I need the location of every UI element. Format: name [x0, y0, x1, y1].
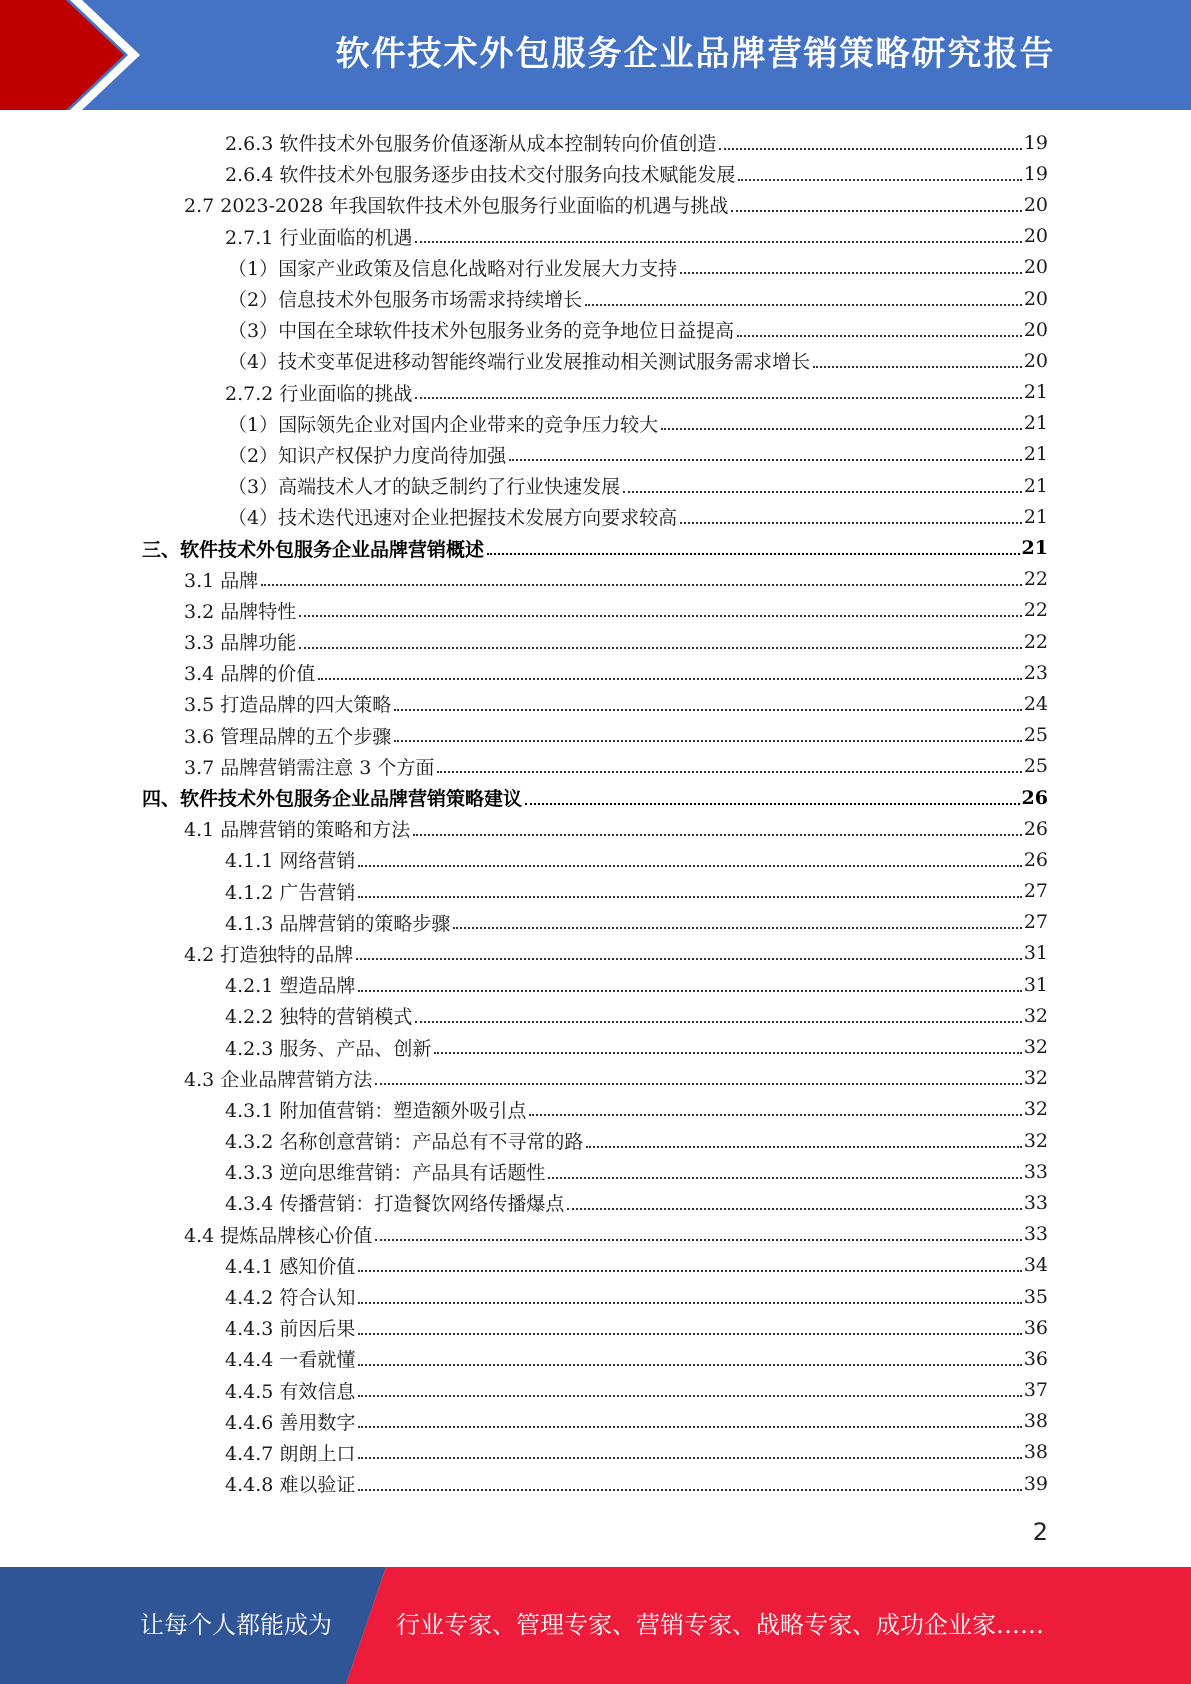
toc-entry-inner — [225, 844, 1048, 875]
toc-entry-label: 四、软件技术外包服务企业品牌营销策略建议 — [142, 788, 523, 811]
toc-entry-page: 37 — [1023, 1379, 1048, 1402]
toc-dot-leader — [719, 148, 1021, 150]
toc-dot-leader — [623, 491, 1022, 493]
toc-entry-page: 27 — [1023, 880, 1048, 903]
toc-entry-page: 19 — [1023, 162, 1048, 185]
toc-entry-label: （1）国际领先企业对国内企业带来的竞争压力较大 — [228, 413, 659, 436]
toc-entry-page: 20 — [1023, 193, 1048, 216]
toc-entry-page: 22 — [1023, 630, 1048, 653]
toc-entry-page: 39 — [1023, 1472, 1048, 1495]
toc-entry[interactable] — [0, 626, 1191, 657]
toc-dot-leader — [358, 1457, 1021, 1459]
toc-dot-leader — [358, 1270, 1021, 1272]
toc-entry-page: 32 — [1023, 1067, 1048, 1090]
toc-entry-inner — [225, 876, 1048, 907]
toc-entry-label: 4.1.3 品牌营销的策略步骤 — [225, 912, 451, 935]
toc-dot-leader — [415, 241, 1021, 243]
toc-entry-inner — [184, 595, 1048, 626]
toc-dot-leader — [261, 584, 1022, 586]
toc-dot-leader — [358, 990, 1021, 992]
toc-entry-label: 4.1.1 网络营销 — [225, 850, 356, 873]
toc-entry-inner — [225, 1406, 1048, 1437]
toc-entry-inner — [225, 1032, 1048, 1063]
toc-entry[interactable] — [0, 1219, 1191, 1250]
header-chevron-icon — [0, 0, 150, 110]
footer-slogan-left: 让每个人都能成为 — [140, 1611, 332, 1639]
toc-entry[interactable] — [0, 1468, 1191, 1499]
toc-entry-inner — [225, 1187, 1048, 1218]
toc-dot-leader — [358, 1395, 1021, 1397]
toc-entry-label: 2.6.3 软件技术外包服务价值逐渐从成本控制转向价值创造 — [225, 133, 717, 156]
toc-entry-inner — [225, 377, 1048, 408]
toc-entry-page: 23 — [1023, 661, 1048, 684]
toc-entry-page: 32 — [1023, 1036, 1048, 1059]
toc-entry-inner — [184, 751, 1048, 782]
table-of-contents — [0, 127, 1191, 1499]
toc-entry-label: 4.4.3 前因后果 — [225, 1318, 356, 1341]
toc-entry-inner — [225, 1468, 1048, 1499]
toc-entry-page: 20 — [1023, 318, 1048, 341]
toc-entry-label: 4.4.1 感知价值 — [225, 1255, 356, 1278]
toc-entry[interactable] — [0, 876, 1191, 907]
toc-entry-page: 35 — [1023, 1285, 1048, 1308]
toc-entry[interactable] — [0, 813, 1191, 844]
toc-entry-page: 21 — [1023, 412, 1048, 435]
toc-entry[interactable] — [0, 532, 1191, 563]
toc-entry-label: 4.4.7 朗朗上口 — [225, 1442, 356, 1465]
toc-entry-inner — [225, 1250, 1048, 1281]
toc-entry[interactable] — [0, 345, 1191, 376]
toc-entry-inner — [225, 1343, 1048, 1374]
toc-entry-inner — [225, 158, 1048, 189]
toc-entry-inner — [225, 1156, 1048, 1187]
toc-entry-inner — [184, 1219, 1048, 1250]
toc-entry[interactable] — [0, 1312, 1191, 1343]
toc-entry-label: 4.3 企业品牌营销方法 — [184, 1068, 373, 1091]
toc-entry[interactable] — [0, 1250, 1191, 1281]
toc-entry-page: 20 — [1023, 349, 1048, 372]
toc-dot-leader — [586, 1146, 1021, 1148]
toc-entry-page: 20 — [1023, 287, 1048, 310]
toc-dot-leader — [299, 615, 1022, 617]
toc-dot-leader — [585, 304, 1022, 306]
toc-entry-page: 34 — [1023, 1254, 1048, 1277]
toc-entry-inner — [228, 283, 1048, 314]
toc-entry-label: 3.2 品牌特性 — [184, 600, 297, 623]
toc-entry-label: 2.7 2023-2028 年我国软件技术外包服务行业面临的机遇与挑战 — [184, 195, 729, 218]
toc-entry-label: 4.4.4 一看就懂 — [225, 1349, 356, 1372]
toc-entry-page: 22 — [1023, 599, 1048, 622]
toc-dot-leader — [487, 553, 1020, 555]
toc-entry-inner — [225, 1125, 1048, 1156]
toc-entry-inner — [228, 439, 1048, 470]
toc-entry-page: 21 — [1023, 443, 1048, 466]
toc-dot-leader — [661, 428, 1022, 430]
toc-dot-leader — [358, 1302, 1021, 1304]
toc-entry-page: 27 — [1023, 911, 1048, 934]
toc-entry-page: 32 — [1023, 1004, 1048, 1027]
toc-entry-page: 33 — [1023, 1160, 1048, 1183]
toc-dot-leader — [434, 1052, 1021, 1054]
toc-entry-page: 31 — [1023, 942, 1048, 965]
toc-entry-page: 25 — [1023, 755, 1048, 778]
toc-dot-leader — [375, 1083, 1022, 1085]
toc-entry[interactable] — [0, 1187, 1191, 1218]
toc-entry[interactable] — [0, 377, 1191, 408]
toc-entry-page: 26 — [1021, 786, 1048, 809]
toc-entry-page: 32 — [1023, 1129, 1048, 1152]
toc-entry-inner — [225, 907, 1048, 938]
toc-entry-label: 4.4.5 有效信息 — [225, 1380, 356, 1403]
toc-dot-leader — [415, 397, 1021, 399]
toc-entry[interactable] — [0, 1281, 1191, 1312]
toc-entry[interactable] — [0, 1156, 1191, 1187]
toc-entry[interactable] — [0, 844, 1191, 875]
toc-entry[interactable] — [0, 501, 1191, 532]
toc-entry-label: 3.3 品牌功能 — [184, 632, 297, 655]
toc-entry[interactable] — [0, 470, 1191, 501]
toc-entry-label: 4.4.6 善用数字 — [225, 1411, 356, 1434]
toc-entry[interactable] — [0, 720, 1191, 751]
toc-entry[interactable] — [0, 283, 1191, 314]
toc-entry[interactable] — [0, 252, 1191, 283]
toc-dot-leader — [680, 522, 1022, 524]
toc-entry-inner — [184, 813, 1048, 844]
toc-entry-label: 2.7.1 行业面临的机遇 — [225, 226, 413, 249]
toc-entry-label: 4.1.2 广告营销 — [225, 881, 356, 904]
toc-entry[interactable] — [0, 688, 1191, 719]
toc-entry-inner — [184, 1063, 1048, 1094]
toc-entry-inner — [184, 688, 1048, 719]
toc-entry[interactable] — [0, 1437, 1191, 1468]
toc-entry-inner — [228, 470, 1048, 501]
toc-dot-leader — [358, 1489, 1021, 1491]
toc-dot-leader — [394, 740, 1022, 742]
toc-entry-page: 31 — [1023, 973, 1048, 996]
toc-dot-leader — [737, 335, 1022, 337]
report-title: 软件技术外包服务企业品牌营销策略研究报告 — [335, 34, 1056, 74]
toc-entry[interactable] — [0, 1063, 1191, 1094]
toc-entry[interactable] — [0, 439, 1191, 470]
toc-entry-label: 4.2.3 服务、产品、创新 — [225, 1037, 432, 1060]
toc-entry-page: 20 — [1023, 256, 1048, 279]
toc-entry-label: （2）信息技术外包服务市场需求持续增长 — [228, 289, 583, 312]
toc-entry[interactable] — [0, 221, 1191, 252]
toc-entry-page: 33 — [1023, 1191, 1048, 1214]
toc-entry-label: 2.7.2 行业面临的挑战 — [225, 382, 413, 405]
toc-entry[interactable] — [0, 969, 1191, 1000]
toc-entry[interactable] — [0, 1094, 1191, 1125]
toc-entry-inner — [184, 189, 1048, 220]
toc-entry-inner — [225, 1281, 1048, 1312]
page-footer — [0, 1567, 1191, 1684]
toc-entry[interactable] — [0, 158, 1191, 189]
toc-entry-inner — [225, 1437, 1048, 1468]
toc-dot-leader — [738, 179, 1021, 181]
toc-entry-label: 3.1 品牌 — [184, 569, 259, 592]
toc-entry-inner — [228, 345, 1048, 376]
toc-dot-leader — [680, 272, 1022, 274]
toc-entry-label: 4.4.2 符合认知 — [225, 1287, 356, 1310]
toc-entry-label: 4.2.1 塑造品牌 — [225, 975, 356, 998]
toc-entry-label: （3）高端技术人才的缺乏制约了行业快速发展 — [228, 476, 621, 499]
toc-entry-inner — [225, 221, 1048, 252]
toc-dot-leader — [509, 459, 1022, 461]
toc-entry-page: 33 — [1023, 1223, 1048, 1246]
toc-entry-page: 38 — [1023, 1441, 1048, 1464]
toc-entry-inner — [184, 657, 1048, 688]
toc-entry-label: 4.4 提炼品牌核心价值 — [184, 1224, 373, 1247]
toc-dot-leader — [548, 1177, 1021, 1179]
toc-dot-leader — [318, 678, 1022, 680]
toc-entry-label: 三、软件技术外包服务企业品牌营销概述 — [142, 538, 485, 561]
toc-entry-label: 4.2.2 独特的营销模式 — [225, 1006, 413, 1029]
toc-entry-label: （4）技术变革促进移动智能终端行业发展推动相关测试服务需求增长 — [228, 351, 811, 374]
page-header — [0, 0, 1191, 110]
toc-dot-leader — [453, 927, 1021, 929]
toc-dot-leader — [567, 1208, 1021, 1210]
toc-entry-page: 20 — [1023, 225, 1048, 248]
toc-dot-leader — [525, 803, 1020, 805]
toc-entry-label: 4.3.1 附加值营销：塑造额外吸引点 — [225, 1099, 527, 1122]
toc-dot-leader — [358, 1426, 1021, 1428]
toc-entry-page: 24 — [1023, 692, 1048, 715]
toc-entry[interactable] — [0, 1031, 1191, 1062]
toc-entry-inner — [142, 533, 1048, 564]
toc-entry-page: 21 — [1021, 537, 1048, 560]
toc-entry-label: 4.2 打造独特的品牌 — [184, 943, 354, 966]
toc-entry-inner — [225, 1375, 1048, 1406]
toc-entry[interactable] — [0, 189, 1191, 220]
toc-entry-label: 2.6.4 软件技术外包服务逐步由技术交付服务向技术赋能发展 — [225, 164, 736, 187]
toc-entry-inner — [228, 501, 1048, 532]
toc-dot-leader — [358, 865, 1021, 867]
toc-entry-label: 4.4.8 难以验证 — [225, 1474, 356, 1497]
toc-entry-page: 38 — [1023, 1410, 1048, 1433]
toc-entry-page: 21 — [1023, 505, 1048, 528]
toc-entry-inner — [228, 314, 1048, 345]
toc-dot-leader — [731, 210, 1021, 212]
toc-entry[interactable] — [0, 1375, 1191, 1406]
toc-entry-label: 4.3.2 名称创意营销：产品总有不寻常的路 — [225, 1131, 584, 1154]
toc-entry[interactable] — [0, 1343, 1191, 1374]
toc-dot-leader — [375, 1239, 1022, 1241]
toc-entry-page: 19 — [1023, 131, 1048, 154]
toc-dot-leader — [415, 1021, 1021, 1023]
toc-entry[interactable] — [0, 314, 1191, 345]
toc-entry-label: 3.5 打造品牌的四大策略 — [184, 694, 392, 717]
toc-entry-page: 32 — [1023, 1098, 1048, 1121]
toc-entry-inner — [225, 1000, 1048, 1031]
toc-entry[interactable] — [0, 1406, 1191, 1437]
toc-entry[interactable] — [0, 564, 1191, 595]
toc-entry[interactable] — [0, 938, 1191, 969]
toc-entry-inner — [225, 969, 1048, 1000]
toc-dot-leader — [356, 958, 1022, 960]
toc-entry-page: 36 — [1023, 1316, 1048, 1339]
toc-entry-label: 3.6 管理品牌的五个步骤 — [184, 725, 392, 748]
toc-entry-inner — [225, 127, 1048, 158]
toc-entry-label: （1）国家产业政策及信息化战略对行业发展大力支持 — [228, 257, 678, 280]
toc-entry-label: （3）中国在全球软件技术外包服务业务的竞争地位日益提高 — [228, 320, 735, 343]
toc-entry[interactable] — [0, 595, 1191, 626]
toc-entry-label: 4.3.4 传播营销：打造餐饮网络传播爆点 — [225, 1193, 565, 1216]
toc-entry-inner — [184, 720, 1048, 751]
toc-entry-page: 36 — [1023, 1347, 1048, 1370]
toc-dot-leader — [413, 834, 1022, 836]
toc-dot-leader — [358, 1364, 1021, 1366]
toc-entry-page: 21 — [1023, 474, 1048, 497]
toc-entry-label: 3.4 品牌的价值 — [184, 663, 316, 686]
toc-entry[interactable] — [0, 782, 1191, 813]
toc-entry-inner — [184, 626, 1048, 657]
toc-entry-inner — [142, 782, 1048, 813]
toc-entry-inner — [228, 408, 1048, 439]
toc-dot-leader — [358, 896, 1021, 898]
footer-slogan-right: 行业专家、管理专家、营销专家、战略专家、成功企业家…… — [396, 1611, 1044, 1639]
toc-entry[interactable] — [0, 751, 1191, 782]
toc-entry-page: 26 — [1023, 848, 1048, 871]
toc-entry-inner — [228, 252, 1048, 283]
toc-entry-page: 21 — [1023, 381, 1048, 404]
toc-entry-label: （2）知识产权保护力度尚待加强 — [228, 444, 507, 467]
toc-dot-leader — [529, 1114, 1021, 1116]
toc-entry[interactable] — [0, 408, 1191, 439]
toc-entry-page: 26 — [1023, 817, 1048, 840]
toc-entry-inner — [184, 938, 1048, 969]
toc-entry[interactable] — [0, 657, 1191, 688]
toc-entry[interactable] — [0, 1000, 1191, 1031]
page-number: 2 — [1032, 1518, 1048, 1546]
toc-entry-inner — [225, 1094, 1048, 1125]
toc-entry-label: 3.7 品牌营销需注意 3 个方面 — [184, 756, 435, 779]
toc-entry-label: 4.3.3 逆向思维营销：产品具有话题性 — [225, 1162, 546, 1185]
toc-entry-inner — [184, 564, 1048, 595]
toc-entry-page: 25 — [1023, 724, 1048, 747]
toc-entry[interactable] — [0, 907, 1191, 938]
toc-dot-leader — [358, 1333, 1021, 1335]
toc-entry-label: （4）技术迭代迅速对企业把握技术发展方向要求较高 — [228, 507, 678, 530]
toc-entry[interactable] — [0, 127, 1191, 158]
toc-entry-label: 4.1 品牌营销的策略和方法 — [184, 819, 411, 842]
toc-dot-leader — [394, 709, 1022, 711]
toc-dot-leader — [437, 771, 1021, 773]
toc-entry-page: 22 — [1023, 568, 1048, 591]
toc-dot-leader — [299, 647, 1022, 649]
toc-entry[interactable] — [0, 1125, 1191, 1156]
toc-entry-inner — [225, 1312, 1048, 1343]
toc-dot-leader — [813, 366, 1022, 368]
